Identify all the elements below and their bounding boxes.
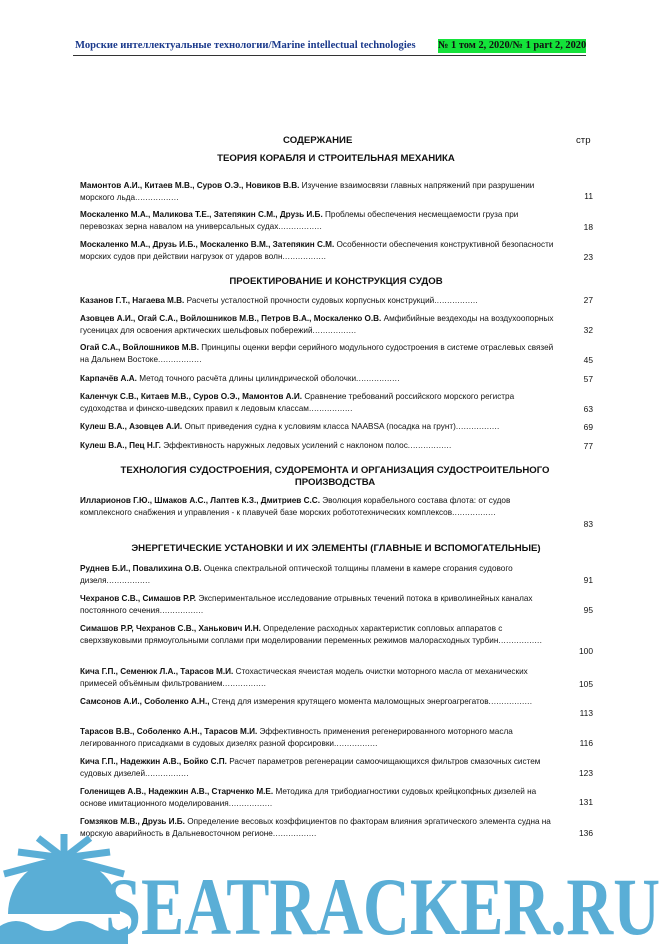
entry-authors: Руднев Б.И., Повалихина О.В. [80, 564, 202, 573]
section-heading: ТЕОРИЯ КОРАБЛЯ И СТРОИТЕЛЬНАЯ МЕХАНИКА [217, 153, 455, 164]
entry-authors: Кича Г.П., Надежкин А.В., Бойко С.П. [80, 757, 227, 766]
toc-entry[interactable] [80, 239, 560, 262]
entry-page: 63 [583, 404, 593, 414]
entry-title: Сравнение требований российского морского регистра судоходства и финско-шведских правил к ледовым классам [80, 392, 515, 413]
entry-page: 83 [583, 519, 593, 529]
entry-authors: Огай С.А., Войлошников М.В. [80, 343, 199, 352]
toc-entry[interactable] [80, 342, 560, 365]
entry-page: 57 [583, 374, 593, 384]
toc-entry[interactable] [80, 593, 560, 616]
entry-title: Экспериментальное исследование отрывных течений потока в криволинейных каналах постоянного сечения [80, 594, 533, 615]
entry-title: Стохастическая ячеистая модель очистки моторного масла от механических примесей объёмным фильтрованием [80, 667, 528, 688]
entry-page: 32 [583, 325, 593, 335]
leader-dots: ................. [333, 738, 378, 748]
entry-title: Оценка спектральной оптической толщины пламени в камере сгорания судового дизеля [80, 564, 513, 585]
entry-page: 69 [583, 422, 593, 432]
entry-page: 45 [583, 355, 593, 365]
leader-dots: ................. [455, 422, 500, 431]
entry-authors: Москаленко М.А., Друзь И.Б., Москаленко В.М., Затепякин С.М. [80, 240, 335, 249]
entry-authors: Кулеш В.А., Азовцев А.И. [80, 422, 183, 431]
page-column-label: стр [576, 135, 591, 146]
entry-title: Расчеты усталостной прочности судовых корпусных конструкций [186, 296, 435, 305]
leader-dots: ................. [135, 192, 179, 202]
leader-dots: ................. [222, 678, 267, 688]
entry-title: Расчет параметров регенерации самоочищающихся фильтров смазочных систем судовых дизелей [80, 757, 541, 778]
entry-title: Эффективность наружных ледовых усилений с наклоном полос [163, 441, 408, 450]
leader-dots: ................. [145, 768, 189, 778]
toc-entry[interactable] [80, 495, 560, 518]
entry-authors: Голенищев А.В., Надежкин А.В., Старченко М.Е. [80, 787, 274, 796]
entry-title: Методика для трибодиагностики судовых крейцкопфных дизелей на основе имитационного моделирования [80, 787, 537, 808]
toc-entry[interactable] [80, 623, 560, 646]
issue-badge: № 1 том 2, 2020/№ 1 part 2, 2020 [438, 40, 587, 51]
entry-title: Определение весовых коэффициентов по факторам влияния эргатического элемента судна на морскую аварийность в Дальневосточном регионе [80, 817, 551, 838]
leader-dots: ................. [272, 828, 317, 838]
entry-page: 131 [579, 797, 593, 807]
leader-dots: ................. [308, 403, 353, 413]
entry-title: Проблемы обеспечения несмещаемости груза при перевозках зерна навалом на универсальных судах [80, 210, 519, 231]
toc-entry[interactable] [80, 209, 560, 232]
entry-page: 77 [583, 441, 593, 451]
toc-entry[interactable] [80, 563, 560, 586]
leader-dots: ................. [452, 507, 496, 517]
toc-entry[interactable] [80, 180, 560, 203]
toc-entry[interactable] [80, 756, 560, 779]
entry-page: 100 [579, 646, 593, 656]
entry-authors: Самсонов А.И., Соболенко А.Н., [80, 697, 210, 706]
journal-title: Морские интеллектуальные технологии/Marine intellectual technologies [75, 40, 416, 51]
leader-dots: ................. [407, 441, 452, 450]
entry-authors: Тарасов В.В., Соболенко А.Н., Тарасов М.И. [80, 727, 258, 736]
entry-title: Эволюция корабельного состава флота: от судов комплексного снабжения и управления - к плавучей базе морских робототехнических комплексов [80, 496, 511, 517]
leader-dots: ................. [106, 575, 151, 585]
entry-authors: Илларионов Г.Ю., Шмаков А.С., Лаптев К.З., Дмитриев С.С. [80, 496, 320, 505]
watermark-text: SEATRACKER.RU [105, 861, 660, 944]
section-heading: ТЕХНОЛОГИЯ СУДОСТРОЕНИЯ, СУДОРЕМОНТА И ОРГАНИЗАЦИЯ СУДОСТРОИТЕЛЬНОГО ПРОИЗВОДСТВА [120, 465, 550, 488]
entry-authors: Кулеш В.А., Пец Н.Г. [80, 441, 161, 450]
toc-entry[interactable] [80, 696, 560, 708]
entry-authors: Казанов Г.Т., Нагаева М.В. [80, 296, 185, 305]
toc-entry[interactable] [80, 391, 560, 414]
leader-dots: ................. [498, 635, 543, 645]
leader-dots: ................. [158, 354, 202, 364]
toc-entry[interactable] [80, 421, 560, 433]
entry-page: 95 [583, 605, 593, 615]
leader-dots: ................. [312, 325, 357, 335]
toc-title: СОДЕРЖАНИЕ [283, 135, 353, 146]
toc-entry[interactable] [80, 313, 560, 336]
section-heading: ЭНЕРГЕТИЧЕСКИЕ УСТАНОВКИ И ИХ ЭЛЕМЕНТЫ (ГЛАВНЫЕ И ВСПОМОГАТЕЛЬНЫЕ) [131, 543, 541, 554]
entry-page: 136 [579, 828, 593, 838]
entry-title: Метод точного расчёта длины цилиндрической оболочки [139, 374, 357, 383]
leader-dots: ................. [278, 221, 323, 231]
entry-page: 91 [583, 575, 593, 585]
entry-page: 23 [583, 252, 593, 262]
toc-entry[interactable] [80, 666, 560, 689]
entry-title: Опыт приведения судна к условиям класса NAABSA (посадка на грунт) [184, 422, 456, 431]
entry-page: 18 [583, 222, 593, 232]
entry-title: Амфибийные вездеходы на воздухоопорных гусеницах для освоения арктических шельфовых побережий [80, 314, 554, 335]
leader-dots: ................. [488, 697, 533, 706]
toc-entry[interactable] [80, 295, 560, 307]
leader-dots: ................. [228, 798, 273, 808]
entry-authors: Кича Г.П., Семенюк Л.А., Тарасов М.И. [80, 667, 234, 676]
entry-title: Изучение взаимосвязи главных напряжений при разрушении морского льда [80, 181, 535, 202]
journal-header [73, 40, 586, 56]
entry-authors: Симашов Р.Р, Чехранов С.В., Ханькович И.Н. [80, 624, 261, 633]
toc-entry[interactable] [80, 373, 560, 385]
seatracker-watermark [0, 830, 665, 944]
toc-entry[interactable] [80, 440, 560, 452]
entry-page: 105 [579, 679, 593, 689]
entry-authors: Гомзяков М.В., Друзь И.Б. [80, 817, 185, 826]
leader-dots: ................. [159, 605, 204, 615]
entry-authors: Каленчук С.В., Китаев М.В., Суров О.Э., Мамонтов А.И. [80, 392, 303, 401]
leader-dots: ................. [282, 251, 327, 261]
entry-title: Принципы оценки верфи серийного модульного судостроения в системе отраслевых связей на Дальнем Востоке [80, 343, 554, 364]
entry-authors: Карпачёв А.А. [80, 374, 137, 383]
toc-entry[interactable] [80, 726, 560, 749]
entry-authors: Мамонтов А.И., Китаев М.В., Суров О.Э., Новиков В.В. [80, 181, 300, 190]
entry-authors: Москаленко М.А., Маликова Т.Е., Затепякин С.М., Друзь И.Б. [80, 210, 323, 219]
section-heading: ПРОЕКТИРОВАНИЕ И КОНСТРУКЦИЯ СУДОВ [229, 276, 443, 287]
entry-title: Особенности обеспечения конструктивной безопасности морских судов при действии нагрузок от ударов волн [80, 240, 554, 261]
entry-title: Определение расходных характеристик сопловых аппаратов с сверхзвуковыми прямоугольными соплами при моделировании переменных режимов малорасходных турбин [80, 624, 503, 645]
entry-title: Стенд для измерения крутящего момента маломощных энергоагрегатов [211, 697, 489, 706]
entry-page: 113 [579, 708, 593, 718]
entry-authors: Азовцев А.И., Огай С.А., Войлошников М.В., Петров В.А., Москаленко О.В. [80, 314, 382, 323]
entry-page: 123 [579, 768, 593, 778]
entry-page: 11 [584, 191, 593, 201]
entry-page: 116 [579, 738, 593, 748]
toc-entry[interactable] [80, 786, 560, 809]
entry-authors: Чехранов С.В., Симашов Р.Р. [80, 594, 197, 603]
leader-dots: ................. [434, 296, 478, 305]
entry-page: 27 [583, 295, 593, 305]
entry-title: Эффективность применения регенерированного моторного масла легированного присадками в судовых дизелях разной форсировки [80, 727, 513, 748]
leader-dots: ................. [356, 374, 400, 383]
